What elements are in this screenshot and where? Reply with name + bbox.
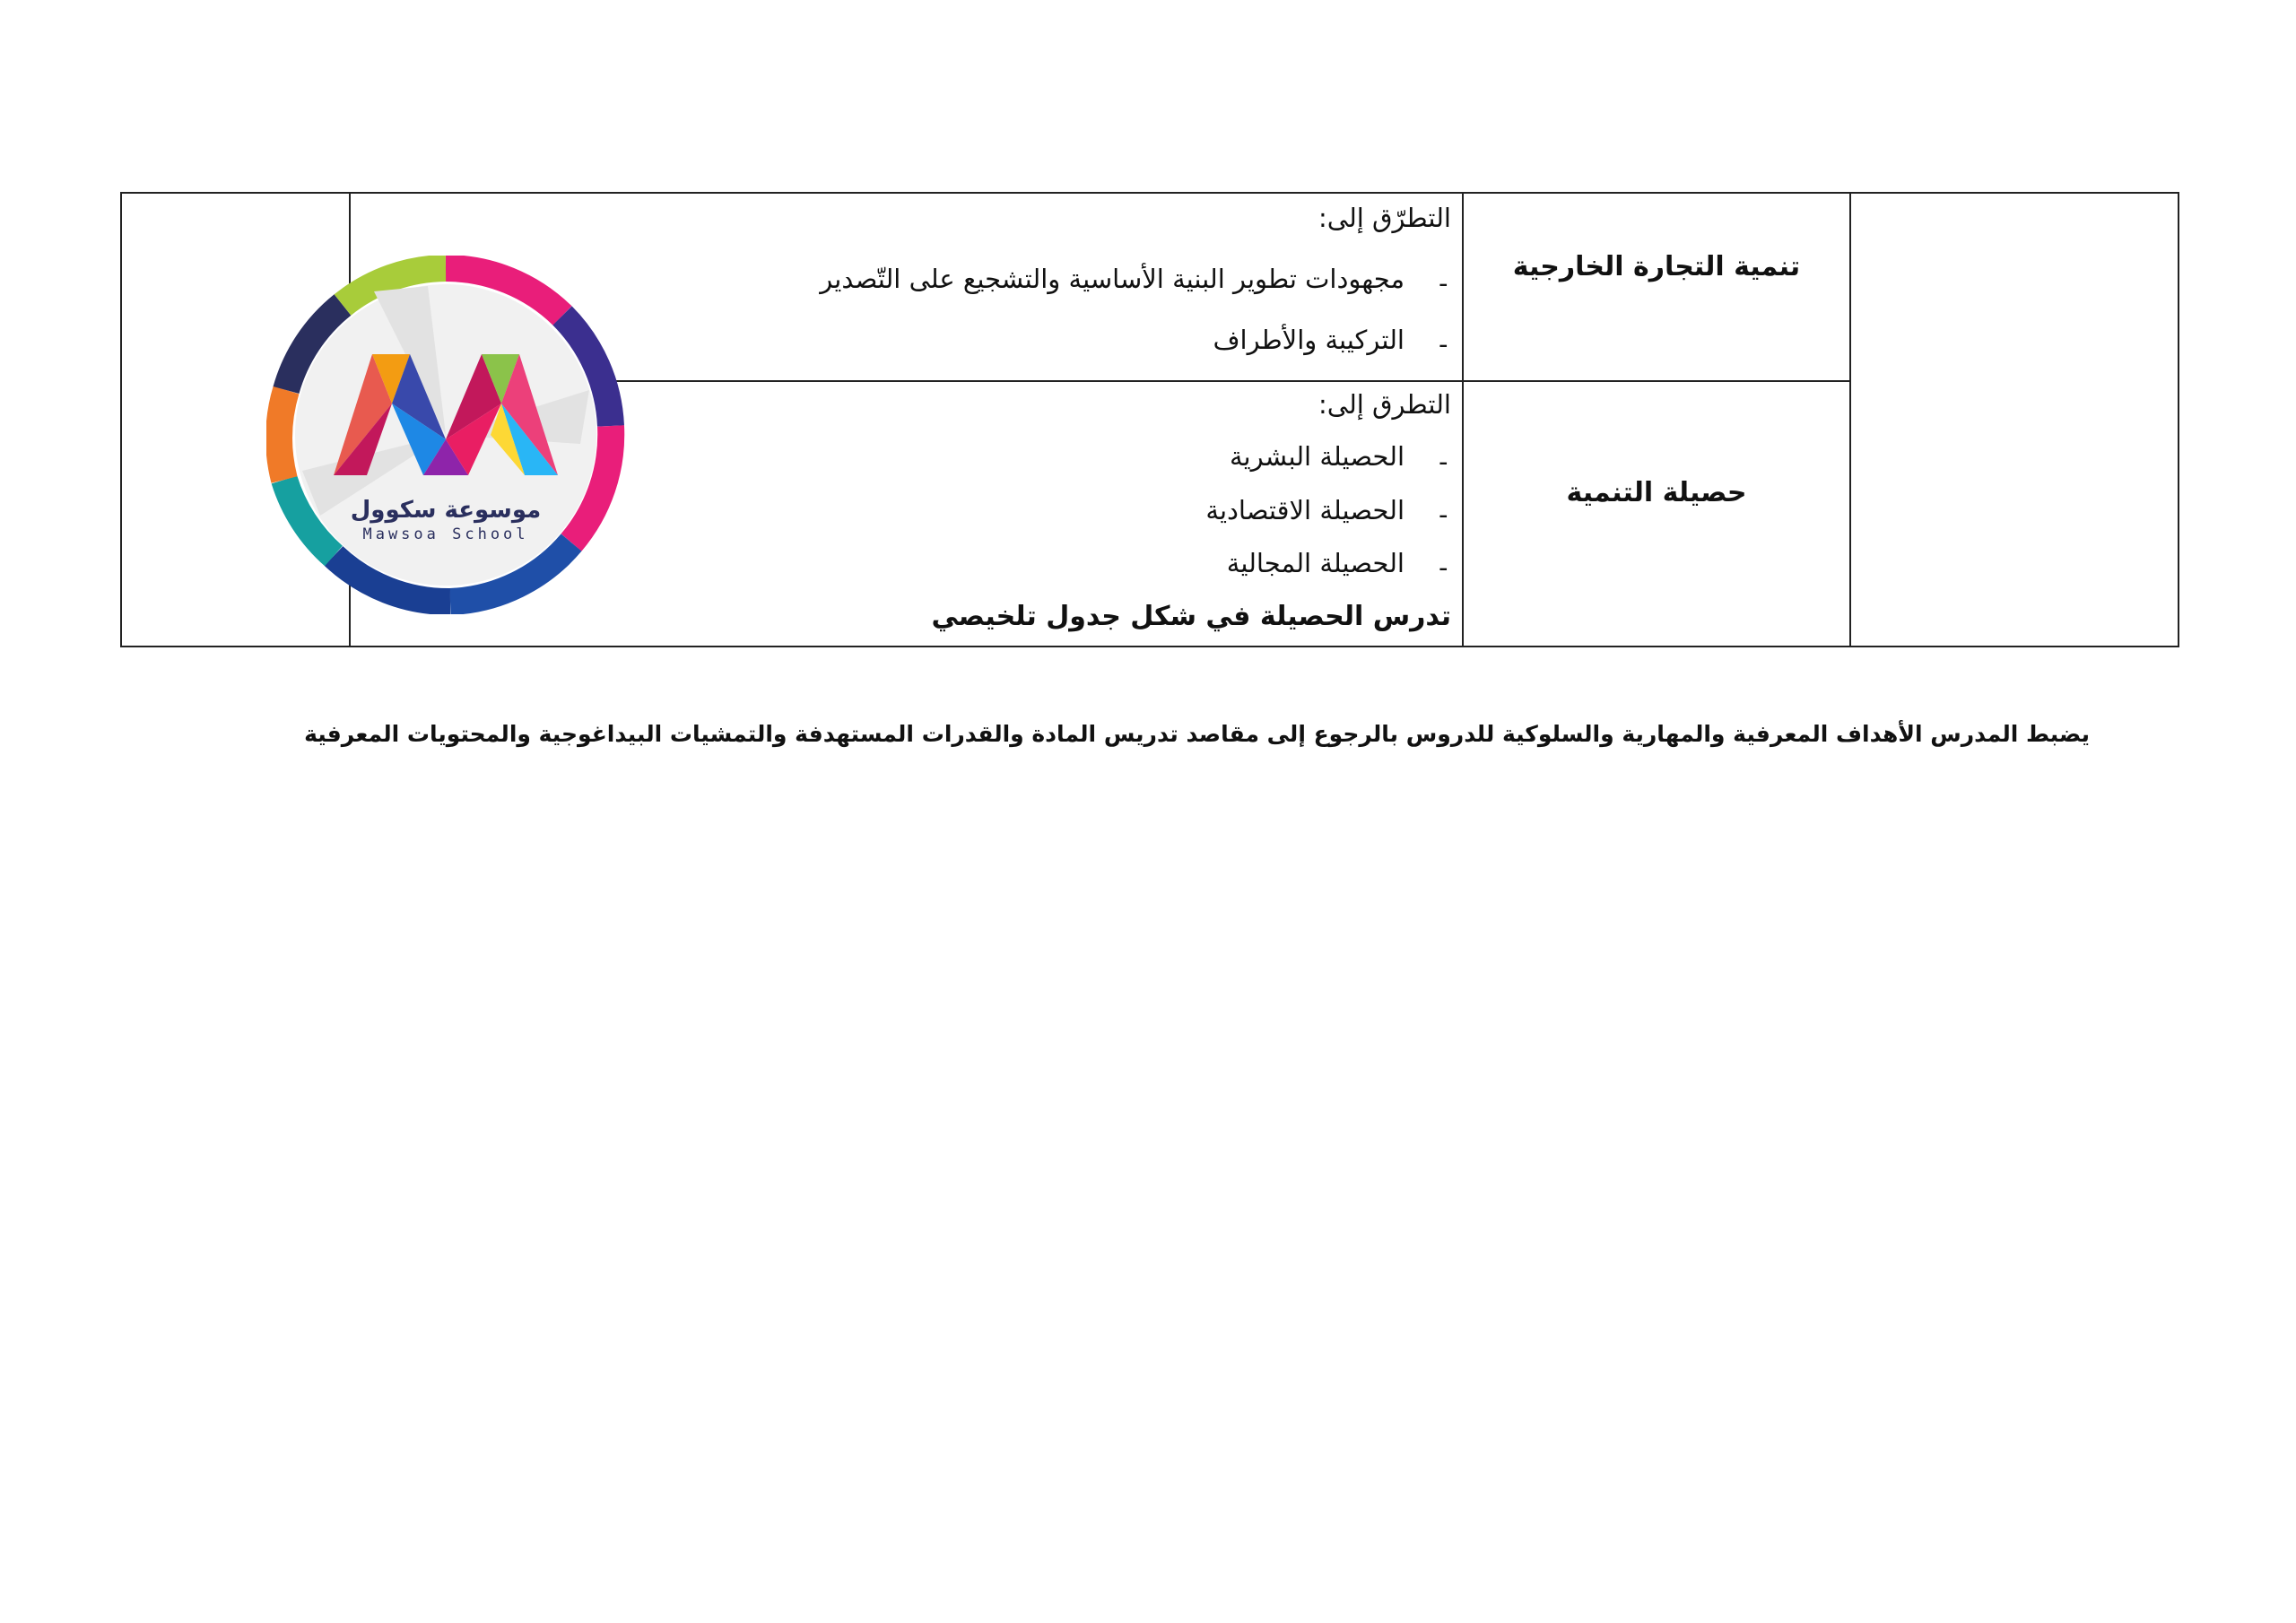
bullet-dash: - [1439, 268, 1448, 299]
column-divider [1849, 194, 1851, 646]
topic-cell-1: تنمية التجارة الخارجية [1512, 251, 1801, 282]
bullet-dash: - [1439, 499, 1448, 530]
footer-note: يضبط المدرس الأهداف المعرفية والمهارية والسلوكية للدروس بالرجوع إلى مقاصد تدريس المادة والقدرات المستهدفة والتمشيات البيداغوجية والمحتويات المعرفية [304, 721, 2090, 747]
bullet-dash: - [1439, 552, 1448, 583]
row2-item-2: الحصيلة الاقتصادية [1205, 495, 1405, 525]
row2-note: تدرس الحصيلة في شكل جدول تلخيصي [931, 601, 1451, 632]
row1-item-2: التركيبة والأطراف [1213, 325, 1405, 355]
bullet-dash: - [1439, 447, 1448, 477]
topic-cell-2: حصيلة التنمية [1566, 477, 1747, 508]
row1-item-1: مجهودات تطوير البنية الأساسية والتشجيع على التّصدير [820, 264, 1405, 294]
logo-latin-name: Mawsoa School [362, 525, 529, 543]
row1-intro: التطرّق إلى: [1318, 203, 1451, 233]
mawsoa-school-logo [266, 256, 625, 614]
row2-item-3: الحصيلة المجالية [1226, 548, 1405, 578]
bullet-dash: - [1439, 329, 1448, 360]
row2-item-1: الحصيلة البشرية [1229, 441, 1405, 472]
row2-intro: التطرق إلى: [1318, 389, 1451, 420]
logo-arabic-name: موسوعة سكوول [350, 497, 542, 524]
